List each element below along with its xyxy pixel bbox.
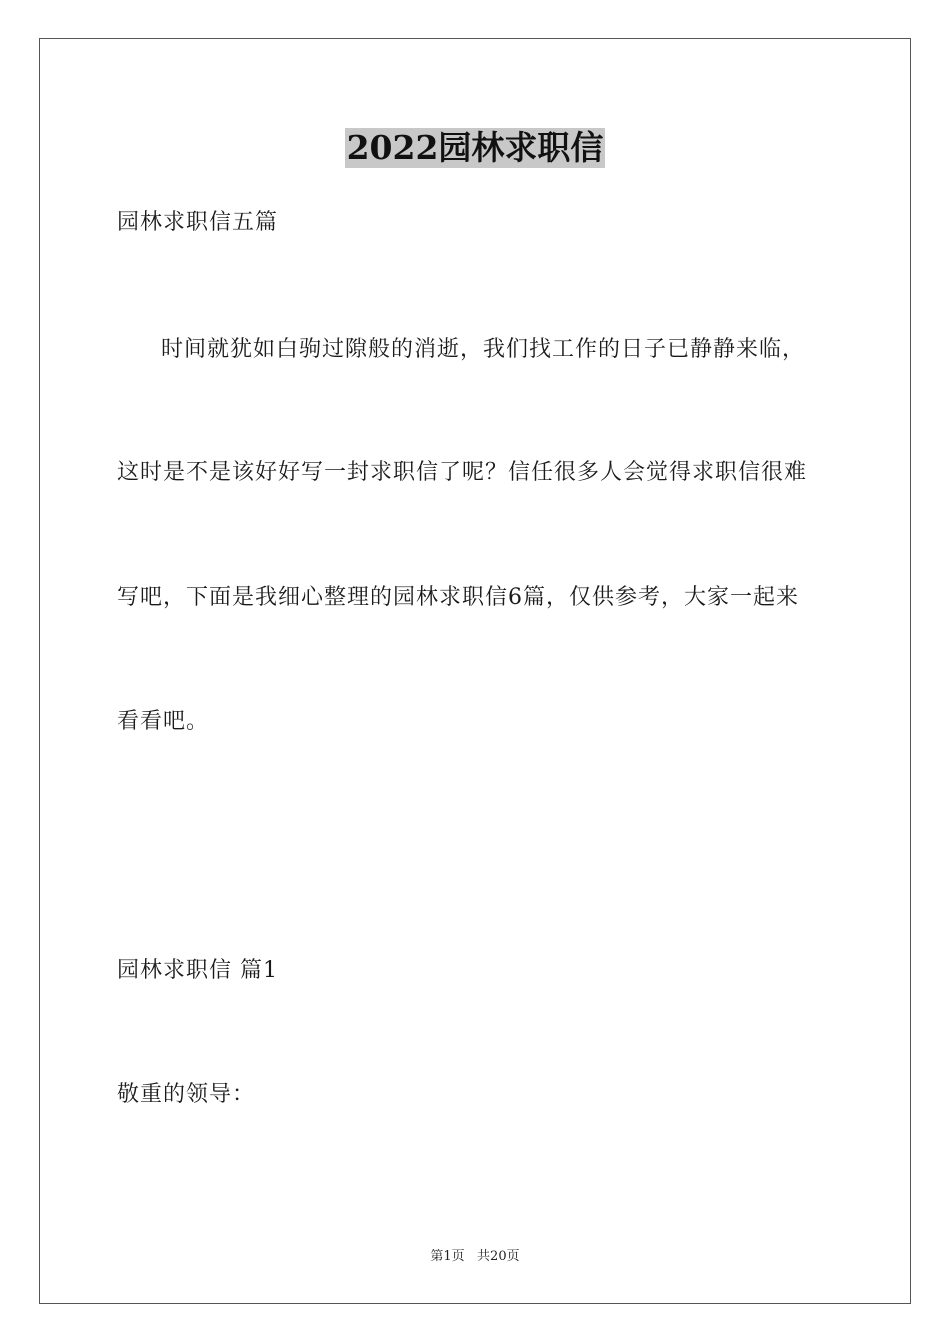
section-heading: 园林求职信 篇1	[117, 958, 278, 983]
document-subtitle: 园林求职信五篇	[117, 210, 279, 235]
intro-line-1: 时间就犹如白驹过隙般的消逝，我们找工作的日子已静静来临，	[161, 337, 806, 362]
document-title: 2022园林求职信	[346, 128, 604, 167]
salutation: 敬重的领导：	[117, 1082, 256, 1107]
intro-line-4: 看看吧。	[117, 709, 210, 734]
intro-line-3: 写吧，下面是我细心整理的园林求职信6篇，仅供参考，大家一起来	[117, 585, 799, 610]
page-number-footer: 第1页 共20页	[430, 1249, 520, 1264]
intro-line-2: 这时是不是该好好写一封求职信了呢？信任很多人会觉得求职信很难	[117, 460, 808, 485]
title-container	[0, 128, 950, 168]
